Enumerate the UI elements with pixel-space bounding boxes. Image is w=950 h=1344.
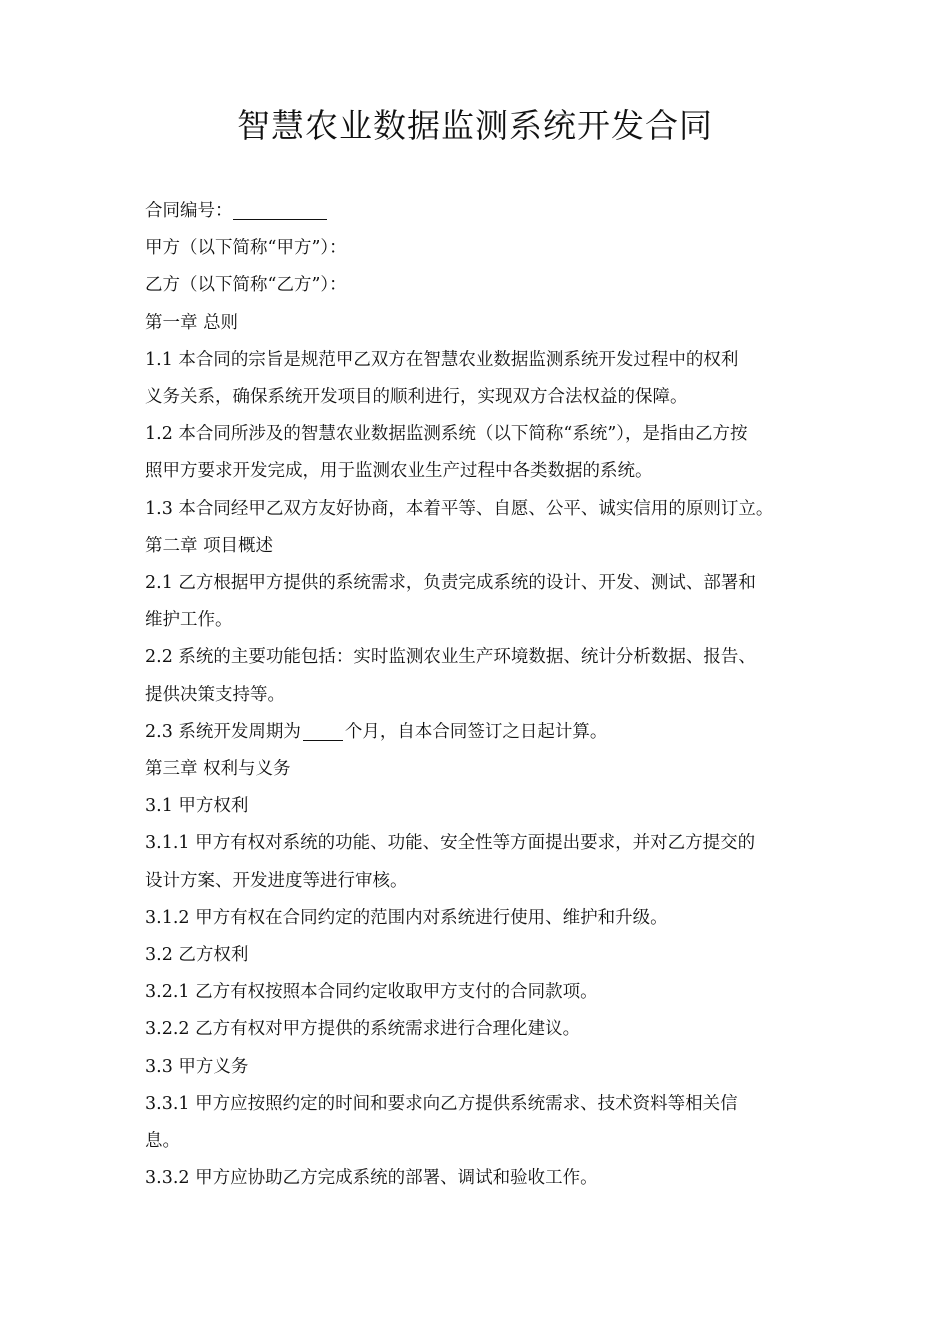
party-b-line: 乙方（以下简称“乙方”）： — [145, 275, 347, 296]
clause-2-2-line-1: 2.2 系统的主要功能包括：实时监测农业生产环境数据、统计分析数据、报告、 — [145, 647, 756, 668]
party-a-line: 甲方（以下简称“甲方”）： — [145, 238, 347, 259]
contract-number-label: 合同编号： — [145, 201, 233, 221]
clause-3-3-1-line-1: 3.3.1 甲方应按照约定的时间和要求向乙方提供系统需求、技术资料等相关信 — [145, 1093, 738, 1114]
section-3-2: 3.2 乙方权利 — [145, 945, 249, 966]
document-body — [145, 193, 810, 1197]
chapter-1-title: 第一章 总则 — [145, 312, 239, 333]
document-title: 智慧农业数据监测系统开发合同 — [237, 106, 713, 145]
clause-3-2-1: 3.2.1 乙方有权按照本合同约定收取甲方支付的合同款项。 — [145, 982, 598, 1003]
clause-2-3 — [145, 714, 810, 751]
clause-3-3-2: 3.3.2 甲方应协助乙方完成系统的部署、调试和验收工作。 — [145, 1168, 598, 1189]
period-months-blank — [303, 716, 343, 741]
contract-number-blank — [233, 195, 327, 220]
clause-2-1-line-1: 2.1 乙方根据甲方提供的系统需求，负责完成系统的设计、开发、测试、部署和 — [145, 573, 756, 594]
clause-3-1-1-line-2: 设计方案、开发进度等进行审核。 — [145, 870, 408, 891]
clause-1-2-line-1: 1.2 本合同所涉及的智慧农业数据监测系统（以下简称“系统”），是指由乙方按 — [145, 424, 748, 445]
clause-2-3-prefix: 2.3 系统开发周期为 — [145, 721, 301, 742]
section-3-1: 3.1 甲方权利 — [145, 796, 249, 817]
clause-3-2-2: 3.2.2 乙方有权对甲方提供的系统需求进行合理化建议。 — [145, 1019, 581, 1040]
clause-2-2-line-2: 提供决策支持等。 — [145, 684, 285, 705]
chapter-3-title: 第三章 权利与义务 — [145, 759, 291, 780]
chapter-2-title: 第二章 项目概述 — [145, 535, 274, 556]
clause-1-1-line-1: 1.1 本合同的宗旨是规范甲乙双方在智慧农业数据监测系统开发过程中的权利 — [145, 349, 739, 370]
contract-number-line — [145, 193, 810, 230]
clause-3-3-1-line-2: 息。 — [145, 1131, 180, 1152]
section-3-3: 3.3 甲方义务 — [145, 1056, 249, 1077]
clause-1-1-line-2: 义务关系，确保系统开发项目的顺利进行，实现双方合法权益的保障。 — [145, 387, 688, 408]
clause-1-3: 1.3 本合同经甲乙双方友好协商，本着平等、自愿、公平、诚实信用的原则订立。 — [145, 498, 774, 519]
clause-2-1-line-2: 维护工作。 — [145, 610, 233, 631]
clause-1-2-line-2: 照甲方要求开发完成，用于监测农业生产过程中各类数据的系统。 — [145, 461, 653, 482]
clause-2-3-suffix: 个月，自本合同签订之日起计算。 — [344, 721, 608, 742]
clause-3-1-1-line-1: 3.1.1 甲方有权对系统的功能、功能、安全性等方面提出要求，并对乙方提交的 — [145, 833, 756, 854]
clause-3-1-2: 3.1.2 甲方有权在合同约定的范围内对系统进行使用、维护和升级。 — [145, 907, 668, 928]
